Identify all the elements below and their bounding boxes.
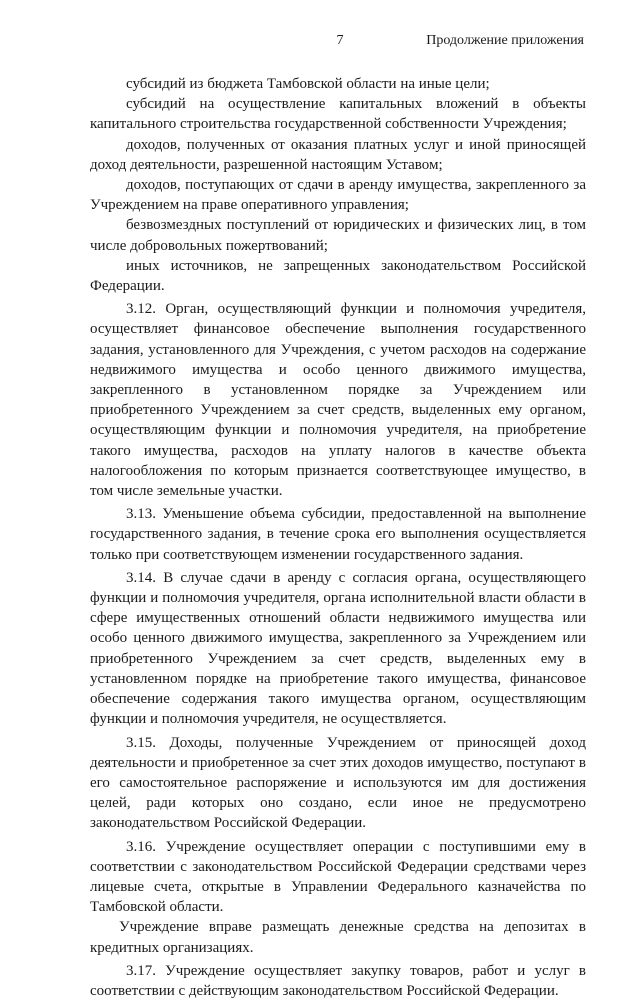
body-text [90, 74, 586, 1001]
paragraph-subsidies-other: субсидий из бюджета Тамбовской области на иные цели; [126, 76, 490, 92]
paragraph-income-rent: доходов, поступающих от сдачи в аренду имущества, закрепленного за Учреждением на праве оперативного управления; [90, 177, 586, 214]
paragraph-3-15: 3.15. Доходы, полученные Учреждением от приносящей доход деятельности и приобретенное за счет этих доходов имущество, поступают в его самостоятельное распоряжение и используются им для достижения целей, ради которых оно создано, если иное не предусмотрено законодательством Российской Федерации. [90, 734, 586, 832]
paragraph-subsidies-capital: субсидий на осуществление капитальных вложений в объекты капитального строительства государственной собственности Учреждения; [90, 96, 586, 133]
paragraph-3-17: 3.17. Учреждение осуществляет закупку товаров, работ и услуг в соответствии с действующим законодательством Российской Федерации. [90, 962, 586, 999]
paragraph-3-12: 3.12. Орган, осуществляющий функции и полномочия учредителя, осуществляет финансовое обеспечение выполнения государственного задания, установленного для Учреждения, с учетом расходов на содержание недвижимого имущества и особо ценного движимого имущества, закрепленного в установленном порядке за Учреждением или приобретенного Учреждением за счет средств, выделенных ему органом, осуществляющим функции и полномочия учредителя, на приобретение такого имущества, расходов на уплату налогов в качестве объекта налогообложения по которым признается соответствующее имущество, в том числе земельные участки. [90, 301, 586, 500]
paragraph-deposits: Учреждение вправе размещать денежные средства на депозитах в кредитных организациях. [90, 919, 586, 956]
running-header: Продолжение приложения [426, 33, 584, 48]
page-number: 7 [336, 33, 344, 48]
paragraph-income-paid-services: доходов, полученных от оказания платных услуг и иной приносящей доход деятельности, разрешенной настоящим Уставом; [90, 136, 586, 173]
paragraph-3-14: 3.14. В случае сдачи в аренду с согласия органа, осуществляющего функции и полномочия учредителя, органа исполнительной власти области в сфере имущественных отношений области недвижимого имущества или особо ценного движимого имущества, закрепленного за Учреждением или приобретенного Учреждением за счет средств, выделенных ему в установленном порядке на приобретение такого имущества, финансовое обеспечение содержания такого имущества органом, осуществляющим функции и полномочия учредителя, не осуществляется. [90, 569, 586, 728]
paragraph-donations: безвозмездных поступлений от юридических и физических лиц, в том числе добровольных пожертвований; [90, 217, 586, 254]
paragraph-other-sources: иных источников, не запрещенных законодательством Российской Федерации. [90, 257, 586, 295]
paragraph-3-16: 3.16. Учреждение осуществляет операции с поступившими ему в соответствии с законодательством Российской Федерации средствами через лицевые счета, открытые в Управлении Федерального казначейства по Тамбовской области. [90, 838, 586, 916]
paragraph-3-13: 3.13. Уменьшение объема субсидии, предоставленной на выполнение государственного задания, в течение срока его выполнения осуществляется только при соответствующем изменении государственного задания. [90, 506, 586, 563]
